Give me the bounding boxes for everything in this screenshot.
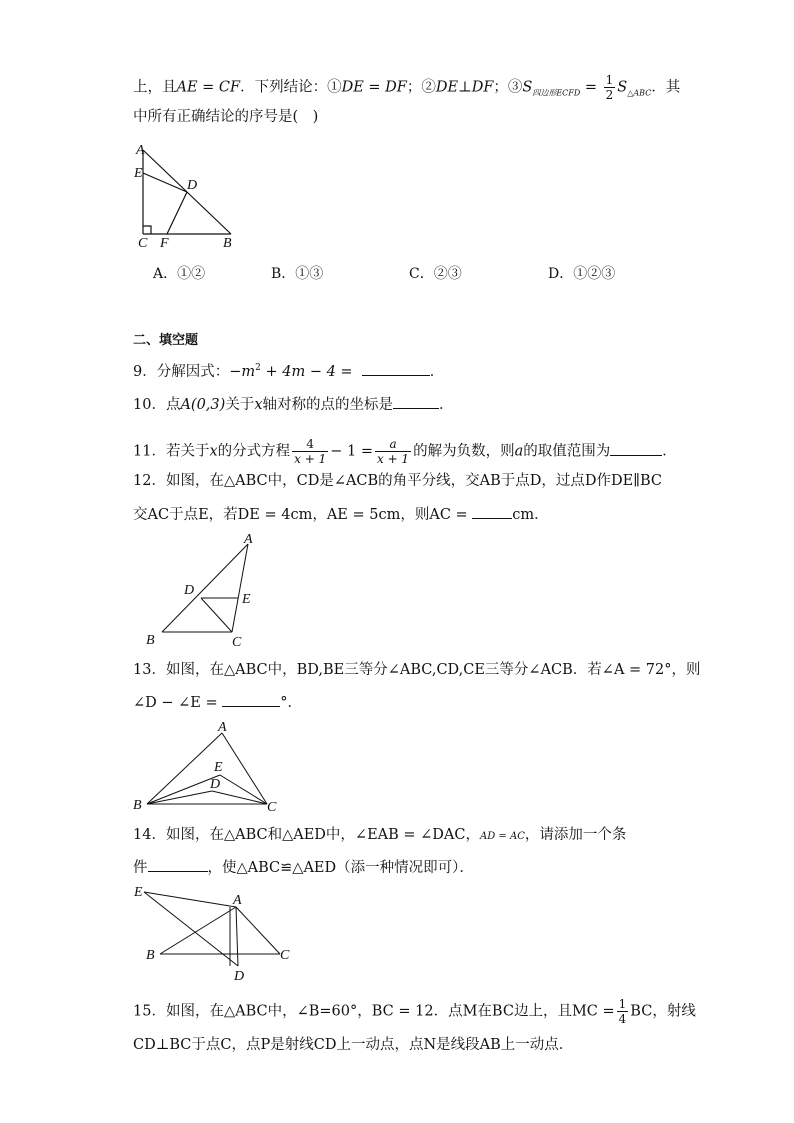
- label-e: E: [242, 592, 251, 607]
- option-value: ①③: [295, 266, 324, 282]
- q11-end: ．: [662, 443, 677, 460]
- label-b: B: [223, 236, 232, 251]
- option-c[interactable]: [409, 263, 462, 283]
- q12-line1: [133, 471, 662, 491]
- q9-text: 分解因式：: [156, 363, 230, 380]
- frac-num: a: [375, 437, 411, 452]
- line-ac: [222, 733, 267, 804]
- line-dc: [201, 598, 232, 632]
- line-ac: [232, 544, 248, 632]
- line-df: [167, 192, 187, 234]
- q9-expr: −m: [229, 363, 256, 380]
- q8-line2: 中所有正确结论的序号是( ): [133, 109, 319, 125]
- line-ac: [236, 907, 280, 954]
- frac-num: 4: [292, 437, 328, 452]
- line-ab: [162, 544, 248, 632]
- q8-sep: ；: [406, 79, 422, 96]
- q13-end: °．: [280, 695, 302, 711]
- frac-den: 2: [605, 88, 614, 102]
- q15-text: 如图，在△ABC中，∠B=60°，BC = 12．点M在BC边上，且MC =: [165, 1003, 615, 1020]
- q8-sep: ；: [493, 79, 508, 96]
- q11-mid: − 1 =: [330, 443, 373, 460]
- label-f: F: [160, 236, 169, 251]
- q10-text: 轴对称的点的坐标是: [262, 397, 393, 413]
- q8-c3-num: ③: [507, 79, 523, 96]
- q12-text: 交AC于点E，若DE = 4cm，AE = 5cm，则AC =: [133, 507, 468, 523]
- q8-conclusion-1: DE = DF: [341, 79, 407, 96]
- q11-param: a: [514, 443, 524, 460]
- q12-text: 如图，在△ABC中，CD是∠ACB的角平分线，交AB于点D，过点D作DE∥BC: [165, 473, 662, 489]
- q12-line2: [133, 504, 549, 525]
- q11-answer-blank[interactable]: [610, 441, 662, 456]
- label-a: A: [233, 893, 242, 908]
- q13-num: 13．: [133, 662, 166, 678]
- q12-figure: [140, 530, 270, 652]
- label-d: D: [184, 583, 195, 598]
- label-c: C: [232, 635, 242, 650]
- q15-fraction: [617, 997, 629, 1026]
- option-letter: C．: [409, 266, 434, 282]
- q14-line2: [133, 857, 474, 878]
- q10-text: 关于: [225, 397, 255, 413]
- q8-conclusion-2: DE⊥DF: [435, 79, 494, 96]
- label-a: A: [218, 720, 227, 735]
- q10-end: ．: [439, 397, 454, 413]
- line-ce: [220, 775, 267, 804]
- label-b: B: [146, 948, 155, 963]
- q9-answer-blank[interactable]: [362, 361, 430, 376]
- q9-end: ．: [429, 363, 445, 380]
- q11-text: 的解为负数，则: [413, 443, 515, 460]
- q14-text: ，使△ABC≌△AED（添一种情况即可）．: [207, 860, 474, 876]
- q11-num: 11．: [133, 443, 166, 460]
- right-angle-mark: [143, 226, 151, 234]
- frac-den: 4: [618, 1012, 627, 1026]
- q11-fraction-2: [375, 437, 411, 466]
- q8-c3-fraction: [604, 73, 616, 102]
- q13-text: 如图，在△ABC中，BD,BE三等分∠ABC,CD,CE三等分∠ACB．若∠A = 72°，则: [165, 662, 701, 678]
- option-letter: D．: [548, 266, 574, 282]
- q13-figure: [130, 718, 285, 818]
- label-e: E: [134, 885, 143, 900]
- q11-var: x: [209, 443, 218, 460]
- frac-den: x + 1: [376, 452, 410, 466]
- option-d[interactable]: [548, 263, 615, 283]
- q10-axis: x: [254, 397, 263, 413]
- q11-text: 的分式方程: [217, 443, 291, 460]
- q12-unit: cm．: [512, 507, 549, 523]
- q11-text: 若关于: [165, 443, 210, 460]
- q8-c3-eq: =: [580, 79, 602, 96]
- q8-c2-num: ②: [421, 79, 436, 96]
- q10-answer-blank[interactable]: [393, 394, 439, 409]
- label-d: D: [210, 777, 221, 792]
- frac-den: x + 1: [294, 452, 327, 466]
- q8-c3-sub1: 四边形ECFD: [532, 88, 581, 98]
- label-a: A: [244, 532, 253, 547]
- q14-figure: [130, 880, 300, 985]
- q9-expr: + 4m − 4 =: [260, 363, 353, 380]
- q14-line1: [133, 825, 626, 847]
- line-ed: [144, 892, 238, 966]
- q8-line1: [133, 73, 680, 103]
- q8-c3-sub2: △ABC: [627, 88, 652, 98]
- line-ed: [143, 173, 187, 192]
- label-e: E: [214, 760, 223, 775]
- q11: [133, 437, 677, 466]
- q14-text: ，请添加一个条: [524, 827, 627, 843]
- section-title: 二、填空题: [133, 333, 199, 348]
- q12-num: 12．: [133, 473, 166, 489]
- q13-text: ∠D − ∠E =: [133, 695, 218, 711]
- q14-condition: AD = AC: [480, 831, 525, 842]
- q9-exp: 2: [255, 363, 261, 373]
- q11-text: 的取值范围为: [523, 443, 611, 460]
- q14-num: 14．: [133, 827, 166, 843]
- q13-line2: [133, 692, 302, 713]
- q15-num: 15．: [133, 1003, 166, 1020]
- q9: [133, 358, 444, 382]
- option-letter: B．: [271, 266, 296, 282]
- q14-answer-blank[interactable]: [148, 857, 208, 872]
- q10-text: 点: [165, 397, 181, 413]
- frac-num: 1: [605, 73, 614, 87]
- label-c: C: [267, 800, 277, 815]
- label-b: B: [133, 798, 142, 813]
- option-a[interactable]: [153, 263, 205, 283]
- q12-answer-blank[interactable]: [472, 504, 512, 519]
- q15-text: BC，射线: [630, 1003, 696, 1020]
- q14-text: 件: [133, 860, 148, 876]
- label-e: E: [134, 166, 143, 181]
- q13-line1: [133, 660, 701, 680]
- line-ea: [144, 892, 236, 907]
- q14-text: 如图，在△ABC和△AED中，∠EAB = ∠DAC，: [165, 827, 480, 843]
- q8-text: 上，且: [133, 79, 177, 96]
- q8-c3-s: S: [522, 79, 533, 96]
- q8-condition: AE = CF: [176, 79, 241, 96]
- q9-num: 9．: [133, 363, 157, 380]
- line-ab: [147, 733, 222, 804]
- q8-figure: [125, 140, 255, 252]
- q8-text: ．下列结论：: [240, 79, 328, 96]
- q10-num: 10．: [133, 397, 166, 413]
- q15-line1: [133, 997, 696, 1026]
- option-b[interactable]: [271, 263, 323, 283]
- label-c: C: [280, 948, 290, 963]
- q13-answer-blank[interactable]: [222, 692, 280, 707]
- label-d: D: [187, 178, 198, 193]
- q11-fraction-1: [292, 437, 328, 466]
- option-letter: A．: [153, 266, 178, 282]
- line-cd: [212, 791, 267, 804]
- label-d: D: [234, 969, 245, 984]
- q8-c1-num: ①: [327, 79, 342, 96]
- option-value: ①②③: [573, 266, 616, 282]
- label-b: B: [146, 633, 155, 648]
- line-bd: [147, 791, 212, 804]
- q15-line2: CD⊥BC于点C，点P是射线CD上一动点，点N是线段AB上一动点．: [133, 1037, 574, 1053]
- q10-point: A(0,3): [180, 397, 226, 413]
- q10: [133, 394, 454, 415]
- option-value: ②③: [433, 266, 462, 282]
- label-c: C: [138, 236, 148, 251]
- q8-text: ．其: [651, 79, 681, 96]
- label-a: A: [136, 143, 145, 158]
- line-ad: [236, 907, 238, 966]
- frac-num: 1: [618, 997, 627, 1011]
- option-value: ①②: [177, 266, 206, 282]
- q8-c3-s2: S: [617, 79, 628, 96]
